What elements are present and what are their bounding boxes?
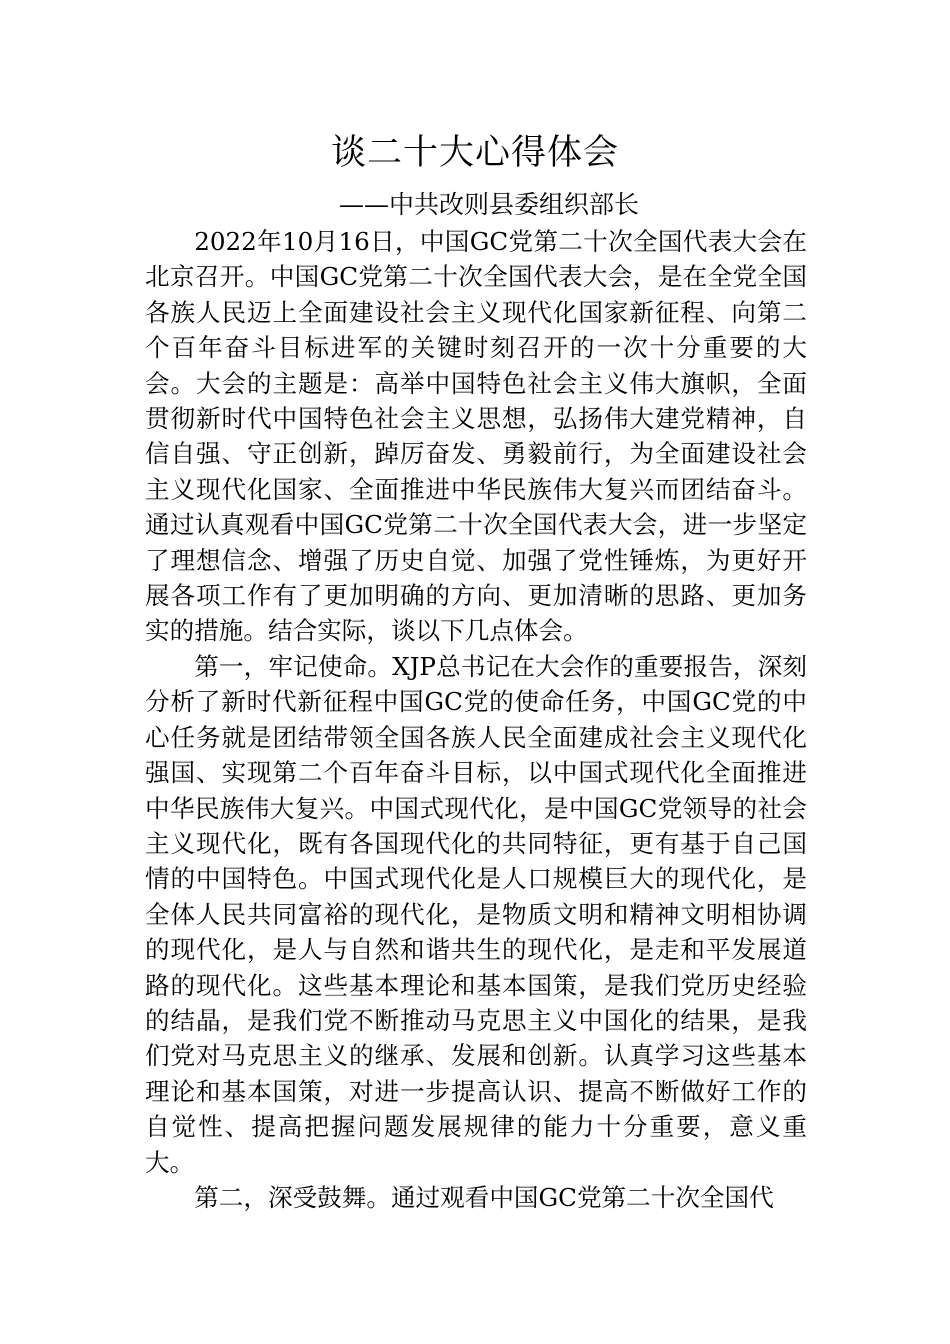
document-body <box>145 224 807 1215</box>
paragraph-intro: 2022年10月16日，中国GC党第二十次全国代表大会在北京召开。中国GC党第二十次全国代表大会，是在全党全国各族人民迈上全面建设社会主义现代化国家新征程、向第二个百年奋斗目标进军的关键时刻召开的一次十分重要的大会。大会的主题是：高举中国特色社会主义伟大旗帜，全面贯彻新时代中国特色社会主义思想，弘扬伟大建党精神，自信自强、守正创新，踔厉奋发、勇毅前行，为全面建设社会主义现代化国家、全面推进中华民族伟大复兴而团结奋斗。通过认真观看中国GC党第二十次全国代表大会，进一步坚定了理想信念、增强了历史自觉、加强了党性锤炼，为更好开展各项工作有了更加明确的方向、更加清晰的思路、更加务实的措施。结合实际，谈以下几点体会。 <box>145 227 807 646</box>
paragraph-second-point: 第二，深受鼓舞。通过观看中国GC党第二十次全国代 <box>194 1182 774 1212</box>
document-title: 谈二十大心得体会 <box>330 133 619 173</box>
paragraph-first-point: 第一，牢记使命。XJP总书记在大会作的重要报告，深刻分析了新时代新征程中国GC党的使命任务，中国GC党的中心任务就是团结带领全国各族人民全面建成社会主义现代化强国、实现第二个百年奋斗目标，以中国式现代化全面推进中华民族伟大复兴。中国式现代化，是中国GC党领导的社会主义现代化，既有各国现代化的共同特征，更有基于自己国情的中国特色。中国式现代化是人口规模巨大的现代化，是全体人民共同富裕的现代化，是物质文明和精神文明相协调的现代化，是人与自然和谐共生的现代化，是走和平发展道路的现代化。这些基本理论和基本国策，是我们党历史经验的结晶，是我们党不断推动马克思主义中国化的结果，是我们党对马克思主义的继承、发展和创新。认真学习这些基本理论和基本国策，对进一步提高认识、提高不断做好工作的自觉性、提高把握问题发展规律的能力十分重要，意义重大。 <box>145 651 807 1177</box>
document-subtitle: ——中共改则县委组织部长 <box>338 190 639 219</box>
